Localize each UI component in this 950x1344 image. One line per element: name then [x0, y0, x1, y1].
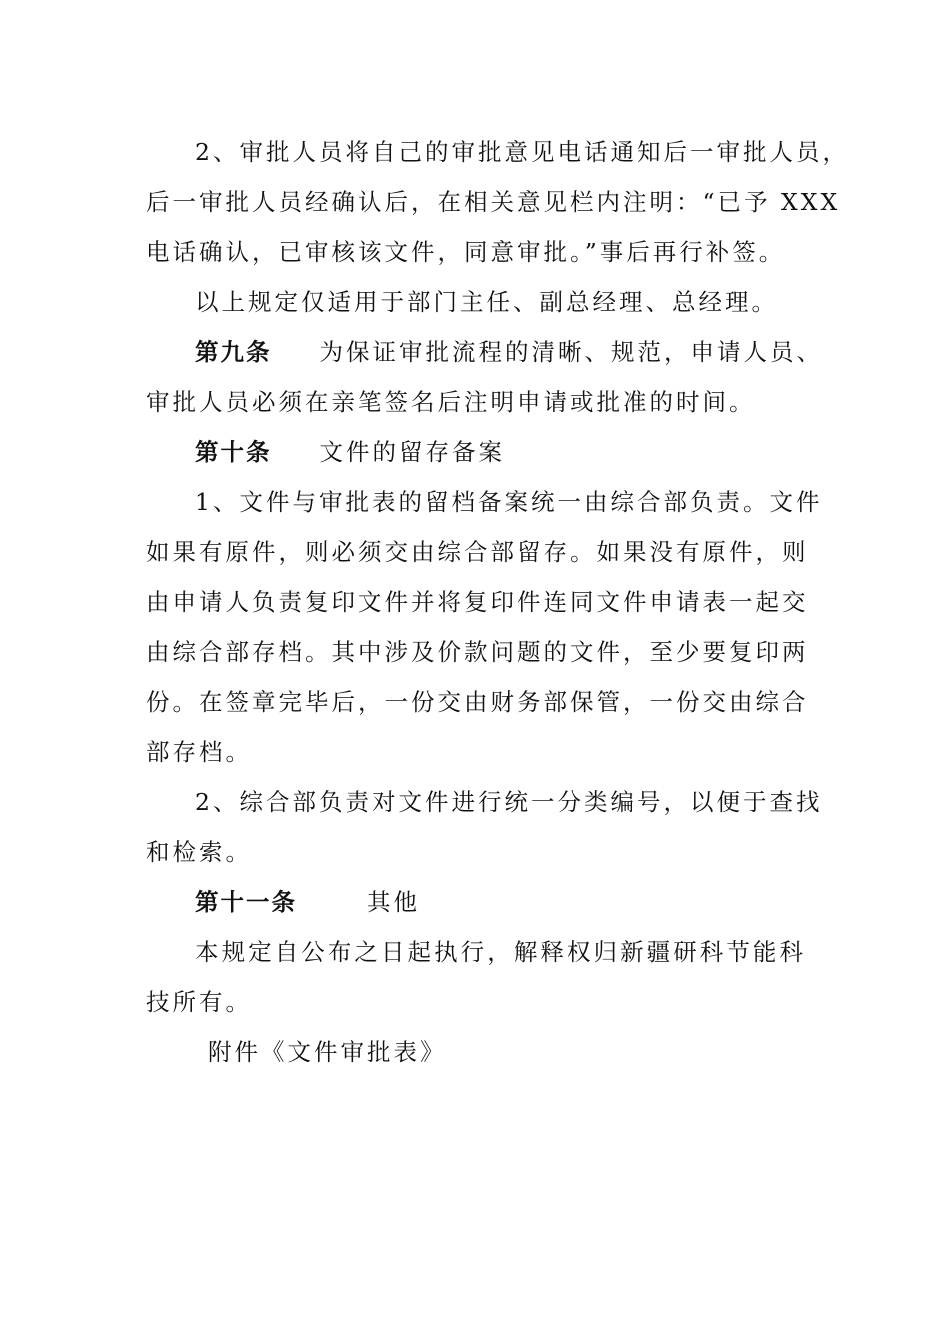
text-line: 由申请人负责复印文件并将复印件连同文件申请表一起交	[146, 588, 809, 616]
article-9-heading: 第九条	[195, 338, 272, 366]
text-line: 以上规定仅适用于部门主任、副总经理、总经理。	[195, 288, 778, 316]
article-9-line-1: 为保证审批流程的清晰、规范，申请人员、	[319, 338, 823, 366]
text-line: 和检索。	[146, 838, 252, 866]
article-10-item-2	[146, 777, 823, 877]
article-11-title: 其他	[367, 888, 420, 916]
article-10-item-1	[146, 477, 823, 777]
article-10-header	[146, 427, 806, 477]
item-2-phone-approval	[146, 127, 849, 277]
text-line: 2、综合部负责对文件进行统一分类编号，以便于查找	[195, 788, 823, 816]
text-line: 本规定自公布之日起执行，解释权归新疆研科节能科	[195, 938, 806, 966]
text-line: 由综合部存档。其中涉及价款问题的文件，至少要复印两	[146, 638, 809, 666]
article-9-line-2: 审批人员必须在亲笔签名后注明申请或批准的时间。	[146, 388, 756, 416]
text-line: 电话确认，已审核该文件，同意审批。”事后再行补签。	[146, 238, 786, 266]
text-line: 部存档。	[146, 738, 252, 766]
article-9	[146, 327, 823, 427]
article-11-header	[146, 877, 806, 927]
scope-note	[146, 277, 806, 327]
text-line: 份。在签章完毕后，一份交由财务部保管，一份交由综合	[146, 688, 809, 716]
attachment-note	[146, 1027, 806, 1077]
article-11-body	[146, 927, 806, 1027]
text-line: 2、审批人员将自己的审批意见电话通知后一审批人员，	[195, 138, 849, 166]
text-line: 技所有。	[146, 988, 252, 1016]
attachment-text: 附件《文件审批表》	[208, 1038, 447, 1066]
article-10-heading: 第十条	[195, 438, 272, 466]
text-line: 后一审批人员经确认后，在相关意见栏内注明：“已予 XXX	[146, 188, 841, 216]
article-10-title: 文件的留存备案	[319, 438, 505, 466]
text-line: 如果有原件，则必须交由综合部留存。如果没有原件，则	[146, 538, 809, 566]
article-11-heading: 第十一条	[195, 888, 297, 916]
text-line: 1、文件与审批表的留档备案统一由综合部负责。文件	[195, 488, 823, 516]
